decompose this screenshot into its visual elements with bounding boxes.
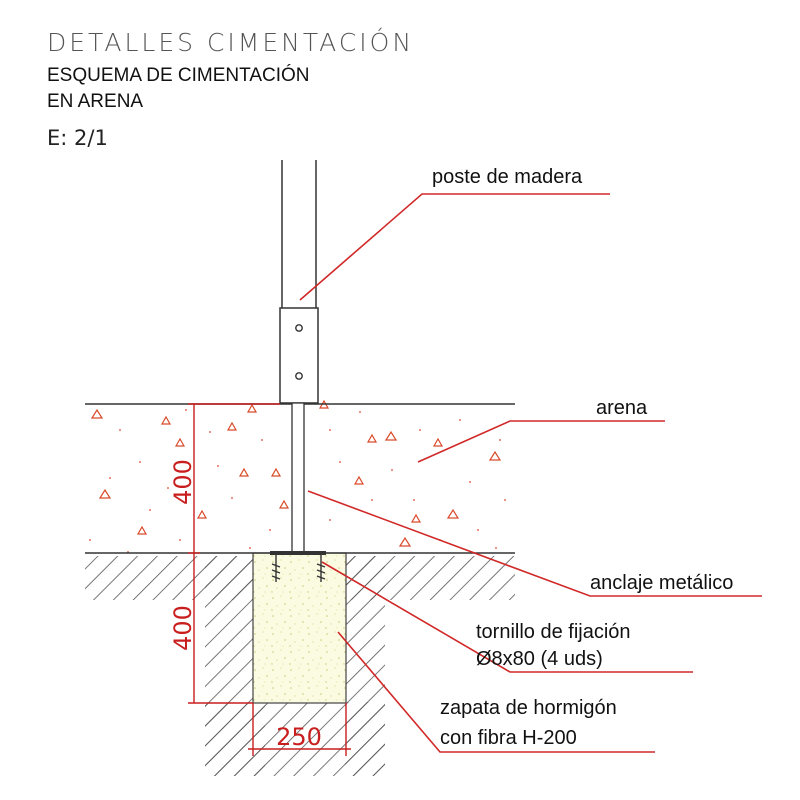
label-sand: arena	[596, 397, 648, 419]
metal-anchor	[270, 403, 326, 555]
label-wooden-post: poste de madera	[432, 166, 583, 188]
label-fixing-screw-line-2: Ø8x80 (4 uds)	[476, 648, 603, 670]
dimension-footing-depth: 400	[169, 605, 197, 651]
label-fixing-screw-line-1: tornillo de fijación	[476, 621, 631, 643]
label-metal-anchor: anclaje metálico	[590, 572, 734, 594]
dimension-footing-width: 250	[276, 723, 322, 751]
drawing-title: DETALLES CIMENTACIÓN	[47, 28, 415, 57]
label-concrete-footing-line-1: zapata de hormigón	[440, 697, 617, 719]
drawing-scale: E: 2/1	[47, 126, 108, 150]
dimension-sand-depth: 400	[169, 459, 197, 505]
label-concrete-footing-line-2: con fibra H-200	[440, 727, 577, 749]
wooden-post	[282, 160, 316, 310]
drawing-subtitle-line-1: ESQUEMA DE CIMENTACIÓN	[47, 65, 310, 86]
concrete-footing	[253, 553, 346, 703]
drawing-subtitle-line-2: EN ARENA	[47, 91, 144, 112]
metal-bracket	[280, 308, 318, 403]
